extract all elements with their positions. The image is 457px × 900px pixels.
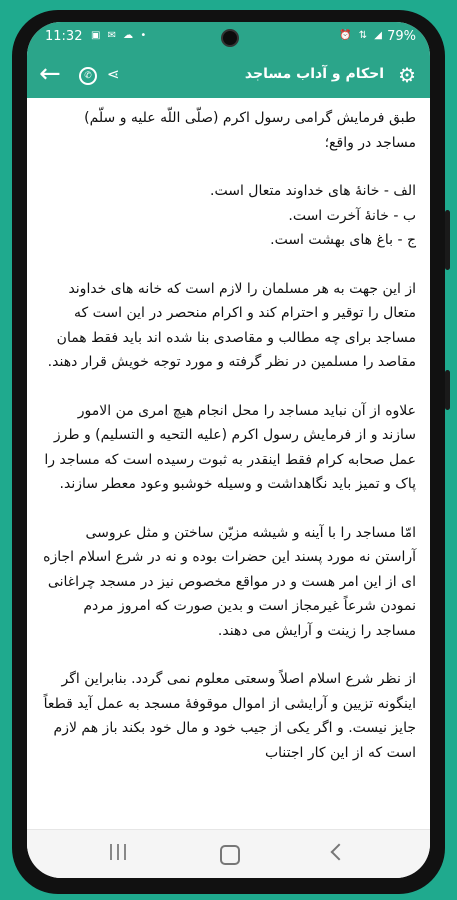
- recent-apps-icon[interactable]: [110, 844, 126, 862]
- battery-level: 79%: [387, 29, 416, 44]
- paragraph-intro: طبق فرمایش گرامی رسول اکرم (صلّی اللّه علیه و سلّم) مساجد در واقع؛: [84, 110, 416, 151]
- front-camera: [221, 29, 239, 47]
- phone-power-button: [445, 370, 450, 410]
- signal-wifi-icons: ⏰ ⇅ ◢: [339, 30, 384, 41]
- paragraph-list: الف - خانهٔ های خداوند متعال است. ب - خانهٔ آخرت است. ج - باغ های بهشت است.: [210, 183, 416, 248]
- whatsapp-icon[interactable]: ✆: [79, 67, 97, 85]
- share-icon[interactable]: ⋖: [107, 65, 120, 83]
- app-bar: [27, 54, 430, 98]
- paragraph-ruling: از نظر شرع اسلام اصلاً وسعتی معلوم نمی گردد. بنابراین اگر اینگونه تزیین و آرایشی از اموال موقوفهٔ مسجد به عمل آید قطعاً جایز نیست. و اگر یکی از جیب خود و مال خود بکند باز هم لازم است که از این کار اجتناب: [43, 671, 416, 761]
- system-navigation-bar: [27, 829, 430, 878]
- paragraph-respect: از این جهت به هر مسلمان را لازم است که خانه های خداوند متعال را توقیر و احترام کند و اکرام منحصر در این است که مساجد برای چه مطالب و مقاصدی بنا شده اند باید فقط همان مقاصد را مسلمین در نظر گرفته و مورد توجه خویش قرار دهند.: [47, 280, 416, 370]
- article-text: [27, 98, 430, 765]
- settings-gear-icon[interactable]: ⚙: [398, 63, 416, 87]
- phone-screen: [27, 22, 430, 878]
- back-arrow-icon[interactable]: ←: [39, 59, 61, 89]
- home-icon[interactable]: [220, 845, 240, 865]
- system-back-icon[interactable]: [331, 844, 348, 861]
- notification-icons: ▣ ✉ ☁ •: [91, 30, 149, 41]
- article-content[interactable]: [27, 98, 430, 830]
- paragraph-cleanliness: علاوه از آن نباید مساجد را محل انجام هیچ امری من الامور سازند و از فرمایش رسول اکرم (علیه التحیه و التسلیم) و طرز عمل صحابه کرام فقط اینقدر به ثبوت رسیده است که مساجد را پاک و تمیز باید نگاهداشت و وسیله خوشبو وعود معطر سازند.: [44, 402, 416, 492]
- status-bar: [27, 22, 430, 54]
- page-title: احکام و آداب مساجد: [244, 66, 384, 82]
- status-time: 11:32: [45, 29, 83, 44]
- paragraph-decoration: امّا مساجد را با آینه و شیشه مزیّن ساختن و مثل عروسی آراستن نه مورد پسند این حضرات بوده و نه در شرع اسلام اجازه ای از این امر هست و در مواقع مخصوص نیز در مسجد چراغانی نمودن شرعاً غیرمجاز است و بدین صورت که امروز مردم مساجد را زینت و آرایش می دهند.: [43, 524, 416, 639]
- phone-volume-button: [445, 210, 450, 270]
